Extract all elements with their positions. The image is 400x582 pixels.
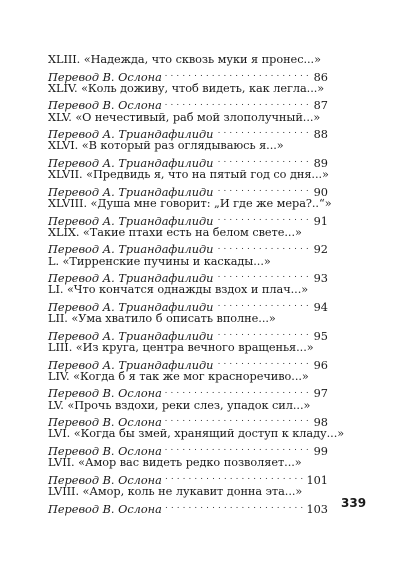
table-of-contents: [48, 53, 345, 516]
poem-title: LVIII. «Амор, коль не лукавит донна эта...»: [48, 484, 303, 498]
translator-name: Перевод А. Триандафилиди: [48, 358, 214, 372]
folio-page-number: 339: [341, 496, 367, 510]
poem-title: LVII. «Амор вас видеть редко позволяет...»: [48, 456, 302, 470]
translator-name: Перевод А. Триандафилиди: [48, 185, 214, 199]
translator-name: Перевод В. Ослона: [48, 473, 162, 487]
toc-entry[interactable]: [48, 255, 328, 284]
page-number: 103: [306, 502, 328, 516]
page-number: 90: [313, 185, 328, 199]
poem-title: XLVI. «В который раз оглядываюсь я...»: [48, 139, 284, 153]
poem-title: XLV. «О нечестивый, раб мой злополучный...»: [48, 110, 321, 124]
translator-name: Перевод В. Ослона: [48, 99, 162, 113]
poem-title: L. «Тирренские пучины и каскады...»: [48, 254, 271, 268]
toc-entry[interactable]: [48, 283, 328, 312]
translator-name: Перевод В. Ослона: [48, 387, 162, 401]
toc-entry[interactable]: [48, 196, 332, 228]
poem-title: LVI. «Когда бы змей, хранящий доступ к кладу...»: [48, 427, 345, 441]
dot-leader: [165, 499, 304, 513]
poem-title: LI. «Что кончатся однажды вздох и плач...»: [48, 283, 309, 297]
translator-name: Перевод В. Ослона: [48, 444, 162, 458]
page-number: 89: [313, 156, 328, 170]
dot-leader: [216, 153, 309, 167]
poem-title: XLIV. «Коль доживу, чтоб видеть, как легла...»: [48, 81, 325, 95]
poem-title: XLVII. «Предвидь я, что на пятый год со дня...»: [48, 168, 329, 182]
poem-title: XLIII. «Надежда, что сквозь муки я пронес...»: [48, 53, 321, 66]
dot-leader: [216, 355, 309, 369]
toc-entry[interactable]: [48, 226, 328, 255]
toc-entry[interactable]: [48, 82, 328, 111]
page-number: 88: [313, 128, 328, 142]
page-number: 87: [313, 99, 328, 113]
dot-leader: [165, 384, 309, 398]
page-number: 94: [313, 300, 328, 314]
page-number: 91: [313, 214, 328, 228]
poem-title: LV. «Прочь вздохи, реки слез, упадок сил...»: [48, 398, 311, 412]
translator-name: Перевод В. Ослона: [48, 70, 162, 84]
page-number: 101: [306, 473, 328, 487]
toc-entry[interactable]: [48, 456, 328, 485]
dot-leader: [216, 268, 309, 282]
poem-title: LII. «Ума хватило б описать вполне...»: [48, 312, 276, 326]
toc-entry[interactable]: [48, 312, 328, 341]
toc-entry[interactable]: [48, 485, 328, 514]
toc-entry[interactable]: [48, 53, 328, 82]
dot-leader: [216, 240, 309, 254]
page-number: 97: [313, 387, 328, 401]
toc-entry[interactable]: [48, 341, 328, 370]
toc-entry[interactable]: [48, 399, 328, 428]
dot-leader: [216, 124, 309, 138]
dot-leader: [165, 96, 309, 110]
poem-title: LIV. «Когда б я так же мог красноречиво...»: [48, 369, 309, 383]
dot-leader: [216, 211, 309, 225]
poem-title: XLVIII. «Душа мне говорит: „И где же мера?..“»: [48, 196, 332, 210]
dot-leader: [216, 326, 309, 340]
page-number: 96: [313, 358, 328, 372]
page-number: 93: [313, 272, 328, 286]
translator-name: Перевод В. Ослона: [48, 416, 162, 430]
page-number: 98: [313, 416, 328, 430]
dot-leader: [165, 441, 309, 455]
toc-entry[interactable]: [48, 168, 328, 197]
dot-leader: [165, 412, 309, 426]
translator-name: Перевод В. Ослона: [48, 502, 162, 516]
translator-name: Перевод А. Триандафилиди: [48, 243, 214, 257]
toc-entry[interactable]: [48, 139, 328, 168]
translator-name: Перевод А. Триандафилиди: [48, 156, 214, 170]
translator-name: Перевод А. Триандафилиди: [48, 272, 214, 286]
toc-entry[interactable]: [48, 111, 328, 140]
translator-name: Перевод А. Триандафилиди: [48, 214, 214, 228]
page-number: 86: [313, 70, 328, 84]
translator-name: Перевод А. Триандафилиди: [48, 329, 214, 343]
toc-entry[interactable]: [48, 427, 345, 458]
poem-title: LIII. «Из круга, центра вечного вращенья...»: [48, 340, 314, 354]
translator-name: Перевод А. Триандафилиди: [48, 300, 214, 314]
dot-leader: [216, 297, 309, 311]
translator-name: Перевод А. Триандафилиди: [48, 128, 214, 142]
dot-leader: [165, 470, 304, 484]
page-number: 99: [313, 444, 328, 458]
dot-leader: [165, 67, 309, 81]
dot-leader: [216, 182, 309, 196]
toc-entry[interactable]: [48, 370, 328, 399]
translator-line: [48, 499, 328, 517]
poem-title: XLIX. «Такие птахи есть на белом свете...»: [48, 225, 302, 239]
page-number: 95: [313, 329, 328, 343]
page-number: 92: [313, 243, 328, 257]
